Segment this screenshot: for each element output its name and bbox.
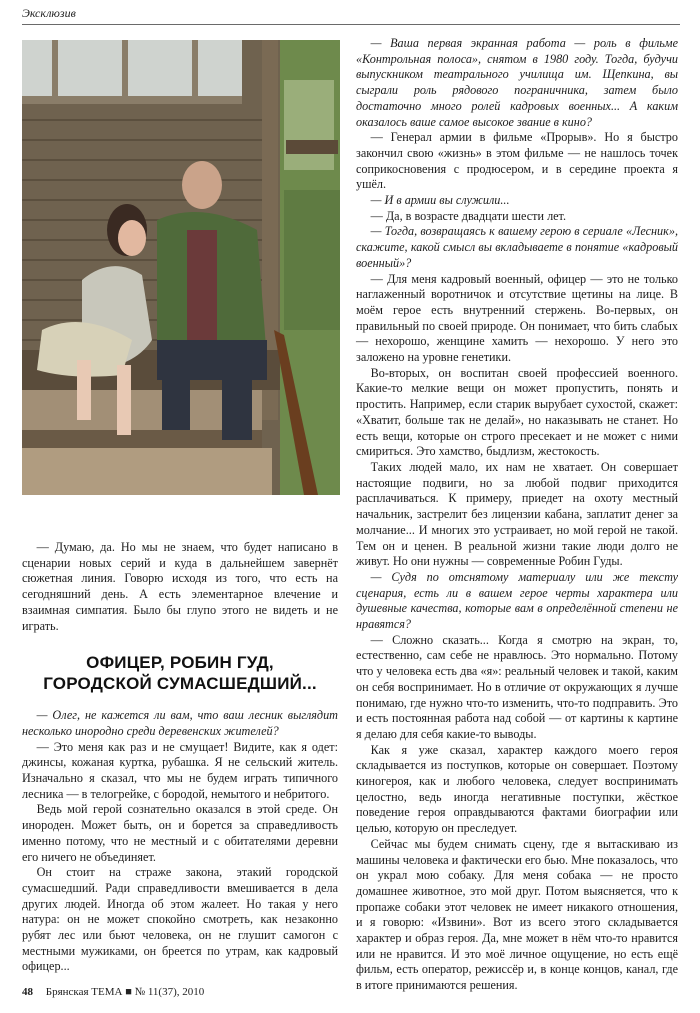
page-footer <box>22 986 204 998</box>
photo-illustration <box>22 40 340 495</box>
page-number: 48 <box>22 986 33 998</box>
interview-question: — Ваша первая экранная работа — роль в фильме «Контрольная полоса», снятом в 1980 году. Тогда, будучи выпускником театрального училища им. Щепкина, вы сыграли роль рядового пограничника, затем было достаточно много ролей кадровых военных... А каким оказалось ваше самое высокое звание в кино? <box>356 36 678 129</box>
header-rule <box>22 24 680 25</box>
paragraph: — Это меня как раз и не смущает! Видите, как я одет: джинсы, кожаная куртка, рубашка. Я не сельский житель. Изначально я сказал, что мы не будем играть типичного лесника — в телогрейке, с бородой, немытого и небритого. <box>22 739 338 801</box>
interview-question: — Судя по отснятому материалу или же тексту сценария, есть ли в вашем герое черты характера или душевные качества, которые вам в определённой степени не нравятся? <box>356 569 678 632</box>
paragraph: Он стоит на страже закона, этакий городской сумасшедший. Ради справедливости вмешивается в дела других людей. Иногда об этом жалеет. Но такая у него натура: он не может спокойно смотреть, как незаконно рубят лес или бьют человека, он не глушит самогон с местными мужиками, он бреется по утрам, как кадровый офицер... <box>22 865 338 974</box>
section-label: Эксклюзив <box>22 6 76 20</box>
subheading-line: ГОРОДСКОЙ СУМАСШЕДШИЙ... <box>43 674 317 694</box>
subheading-line: ОФИЦЕР, РОБИН ГУД, <box>86 653 274 673</box>
paragraph: — Думаю, да. Но мы не знаем, что будет написано в сценарии новых серий и куда в дальнейшем завернёт сюжетная линия. Говорю исходя из того, что есть на сегодняшний день. А есть элементарное влечение и взаимная симпатия. Было бы глупо этого не видеть и не играть. <box>22 540 338 633</box>
paragraph: Ведь мой герой сознательно оказался в этой среде. Он инороден. Может быть, он и борется за справедливость именно потому, что не местный и с обитателями деревни его ничего не объединяет. <box>22 802 338 864</box>
article-photo <box>22 40 340 495</box>
paragraph: Таких людей мало, их нам не хватает. Он совершает настоящие подвиги, но за любой подвиг приходится расплачиваться. К примеру, приедет на охоту местный начальник, застрелит без лицензии кабана, заплатит денег за молчание... И многих это устраивает, но мой герой не такой. Тем он и ценен. В реальной жизни такие люди долго не живут. Но они нужны — современные Робин Гуды. <box>356 459 678 569</box>
paragraph: Сейчас мы будем снимать сцену, где я вытаскиваю из машины человека и фактически его бью. Мне показалось, что он украл мою собаку. Для меня собака — не просто домашнее животное, это мой друг. Потом выясняется, что к пропаже собаки этот человек не имеет никакого отношения, и я говорю: «Извини». Вот из всего этого складывается характер и образ героя. Да, мне может в нём что-то нравится или не нравится. И это моё личное ощущение, но есть ещё фильм, есть оператор, режиссёр и, в конце концов, канал, где в итоге принимаются решения. <box>356 836 678 993</box>
paragraph: Как я уже сказал, характер каждого моего героя складывается из поступков, которые он совершает. Поэтому киногероя, как и любого человека, следует воспринимать целостно, ведь иногда негативные поступки, жёсткое поведение героя оправдываются фактами биографии или целью, которую он преследует. <box>356 742 678 836</box>
section-subheading <box>22 652 338 694</box>
magazine-name: Брянская ТЕМА <box>45 986 123 998</box>
interview-question: — Олег, не кажется ли вам, что ваш лесник выглядит несколько инородно среди деревенских жителей? <box>22 708 338 738</box>
paragraph: Во-вторых, он воспитан своей профессией военного. Какие-то мелкие вещи он может пропустить, понять и простить. Например, если старик вырубает сухостой, скажет: «Хватит, больше так не делай», но наказывать не станет. Но есть вещи, которые он строго пресекает и не может с ними смириться. Это хамство, быдлизм, жестокость. <box>356 365 678 459</box>
interview-answer: — Да, в возрасте двадцати шести лет. <box>370 208 567 223</box>
issue-info: ■ № 11(37), 2010 <box>125 986 205 998</box>
interview-question: — Тогда, возвращаясь к вашему герою в сериале «Лесник», скажите, какой смысл вы вкладываете в понятие «кадровый военный»? <box>356 224 678 270</box>
interview-answer: — Для меня кадровый военный, офицер — это не только наглаженный воротничок и отсутствие щетины на лице. В моём герое есть внутренний стержень. Во-первых, он правильный по своей природе. Он понимает, что бить слабых — нехорошо, женщине хамить — нехорошо. У него это заложено на уровне генетики. <box>356 271 678 365</box>
interview-question: — И в армии вы служили... <box>370 193 510 208</box>
interview-answer: — Сложно сказать... Когда я смотрю на экран, то, естественно, сам себе не нравлюсь. Это нормально. Потому что у человека есть два «я»: реальный человек и такой, каким он себя воспринимает. Но в отличие от окружающих я лучше понимаю, где нужно что-то изменить, что-то подправить. Это и есть постоянная работа над собой — от картины к картине я делаю для себя какие-то выводы. <box>356 632 678 741</box>
left-column <box>22 540 338 975</box>
interview-answer: — Генерал армии в фильме «Прорыв». Но я быстро закончил свою «жизнь» в этом фильме — не нашлось точек соприкосновения с продюсером, и в середине проекта я ушёл. <box>356 130 678 192</box>
right-column <box>356 36 678 994</box>
